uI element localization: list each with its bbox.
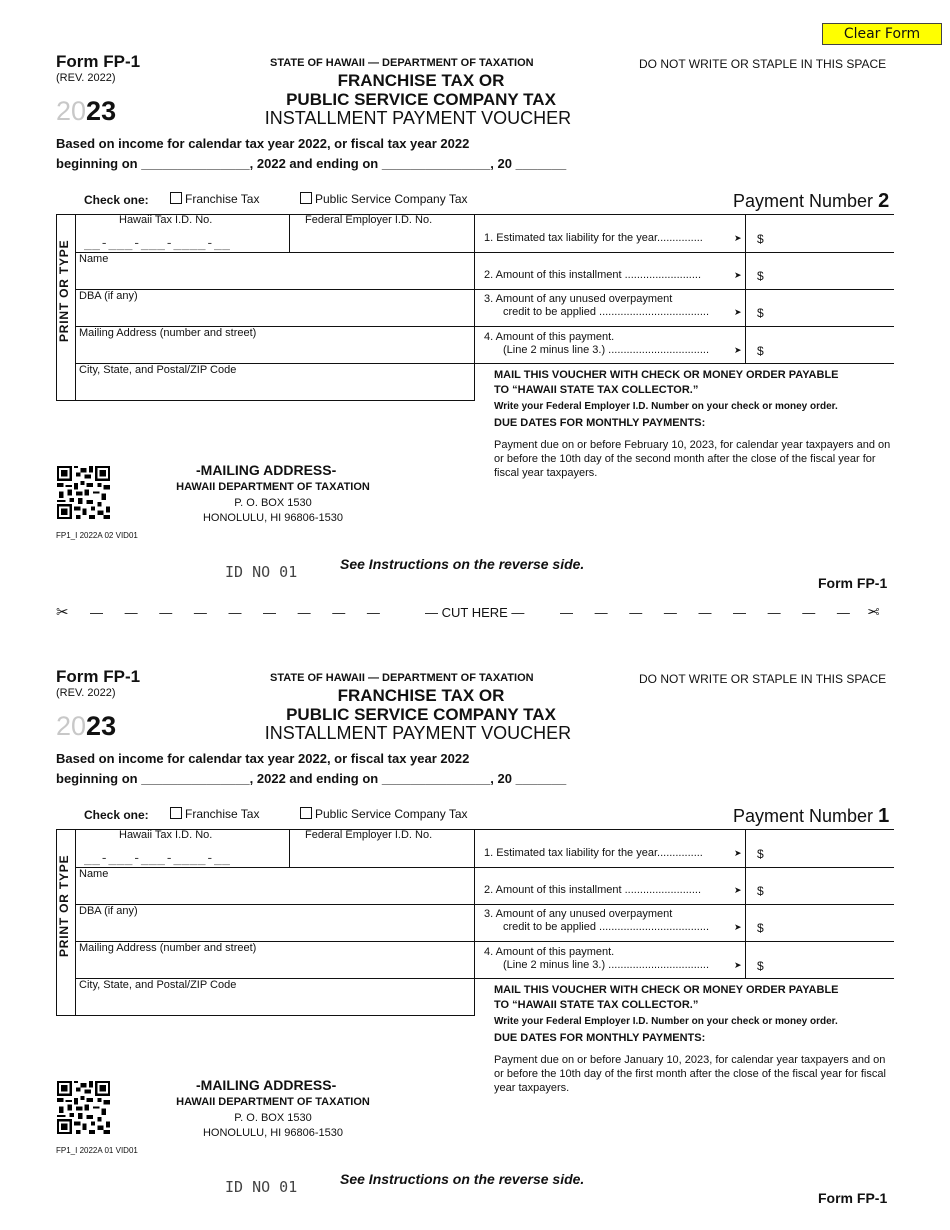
franchise-tax-option[interactable]: Franchise Tax <box>170 807 259 821</box>
form-title: Form FP-1 <box>56 52 141 71</box>
form-revision: (REV. 2022) <box>56 72 116 84</box>
see-instructions-note: See Instructions on the reverse side. <box>340 556 585 572</box>
due-dates-heading: DUE DATES FOR MONTHLY PAYMENTS: <box>494 1032 706 1044</box>
address-field[interactable] <box>76 340 474 362</box>
mail-instruction-payee: TO “HAWAII STATE TAX COLLECTOR.” <box>494 384 699 396</box>
line-1-dollar: $ <box>757 847 764 861</box>
hawaii-tax-id-field[interactable]: __-___-___-____-__ <box>84 236 231 251</box>
divider <box>475 289 894 290</box>
department-heading: STATE OF HAWAII — DEPARTMENT OF TAXATION <box>270 57 534 69</box>
dba-label: DBA (if any) <box>79 290 138 302</box>
line-3-dollar: $ <box>757 921 764 935</box>
title-line-1: FRANCHISE TAX OR <box>337 686 505 705</box>
mailing-address-heading: -MAILING ADDRESS- <box>196 462 337 478</box>
mailing-address-line-3: HONOLULU, HI 96806-1530 <box>202 1127 343 1139</box>
print-or-type-label: PRINT OR TYPE <box>57 239 71 342</box>
form-title: Form FP-1 <box>56 667 141 686</box>
arrow-right-icon: ➤ <box>734 960 742 970</box>
form-footer-label: Form FP-1 <box>818 575 888 591</box>
name-label: Name <box>79 253 109 265</box>
cut-here-label: — CUT HERE — <box>425 605 525 620</box>
line-4-amount-field[interactable] <box>770 946 892 976</box>
tax-year-basis: Based on income for calendar tax year 2022, or fiscal tax year 2022 <box>56 136 470 151</box>
line-4-dollar: $ <box>757 344 764 358</box>
payment-number: Payment Number 1 <box>733 805 890 827</box>
mailing-address-heading: -MAILING ADDRESS- <box>196 1077 337 1093</box>
scissors-icon: ✂ <box>867 604 880 621</box>
divider <box>475 252 894 253</box>
name-field[interactable] <box>76 881 474 903</box>
fiscal-year-dates[interactable]: beginning on _______________, 2022 and ending on _______________, 20 _______ <box>56 771 567 786</box>
divider <box>475 363 894 364</box>
due-dates-heading: DUE DATES FOR MONTHLY PAYMENTS: <box>494 417 706 429</box>
mail-instruction: MAIL THIS VOUCHER WITH CHECK OR MONEY ORDER PAYABLE <box>494 369 839 381</box>
line-3-label-cont: credit to be applied .................................... <box>503 921 710 933</box>
scissors-icon: ✂ <box>56 604 69 621</box>
due-dates-text: Payment due on or before January 10, 2023, for calendar year taxpayers and on or before the 10th day of the first month after the close of the fiscal year for fiscal year taxpayers. <box>494 1054 886 1094</box>
department-heading: STATE OF HAWAII — DEPARTMENT OF TAXATION <box>270 672 534 684</box>
line-4-label: 4. Amount of this payment. <box>484 331 615 343</box>
payment-number: Payment Number 2 <box>733 190 890 212</box>
city-label: City, State, and Postal/ZIP Code <box>79 364 237 376</box>
title-line-2: PUBLIC SERVICE COMPANY TAX <box>286 90 556 109</box>
line-1-label: 1. Estimated tax liability for the year............... <box>484 847 703 859</box>
fein-label: Federal Employer I.D. No. <box>305 829 433 841</box>
mailing-address-line-1: HAWAII DEPARTMENT OF TAXATION <box>176 1096 370 1108</box>
franchise-tax-checkbox[interactable] <box>170 192 182 204</box>
line-2-label: 2. Amount of this installment ......................... <box>484 269 702 281</box>
title-line-3: INSTALLMENT PAYMENT VOUCHER <box>264 108 572 128</box>
form-revision: (REV. 2022) <box>56 687 116 699</box>
fein-field[interactable] <box>290 844 474 866</box>
address-label: Mailing Address (number and street) <box>79 327 257 339</box>
line-3-amount-field[interactable] <box>770 909 892 939</box>
fiscal-year-dates[interactable]: beginning on _______________, 2022 and ending on _______________, 20 _______ <box>56 156 567 171</box>
cut-dashes-right: — — — — — — — — — <box>560 605 850 620</box>
line-3-amount-field[interactable] <box>770 294 892 324</box>
dba-label: DBA (if any) <box>79 905 138 917</box>
clear-form-button[interactable]: Clear Form <box>822 23 942 45</box>
line-3-label: 3. Amount of any unused overpayment <box>484 908 673 920</box>
line-3-label: 3. Amount of any unused overpayment <box>484 293 673 305</box>
divider <box>75 252 475 253</box>
do-not-write-notice: DO NOT WRITE OR STAPLE IN THIS SPACE <box>639 672 887 686</box>
tax-year-basis: Based on income for calendar tax year 2022, or fiscal tax year 2022 <box>56 751 470 766</box>
form-footer-label: Form FP-1 <box>818 1190 888 1206</box>
arrow-right-icon: ➤ <box>734 848 742 858</box>
psc-tax-checkbox[interactable] <box>300 807 312 819</box>
cut-dashes-left: — — — — — — — — — <box>90 605 380 620</box>
arrow-right-icon: ➤ <box>734 233 742 243</box>
tax-year: 2023 <box>56 711 117 741</box>
line-4-label-cont: (Line 2 minus line 3.) ................................. <box>503 344 710 356</box>
name-field[interactable] <box>76 266 474 288</box>
divider <box>475 867 894 868</box>
divider <box>475 214 894 215</box>
print-or-type-label: PRINT OR TYPE <box>57 854 71 957</box>
divider <box>475 326 894 327</box>
divider <box>745 829 746 978</box>
voucher-id-code: FP1_I 2022A 02 VID01 <box>56 531 138 540</box>
hawaii-tax-id-label: Hawaii Tax I.D. No. <box>119 829 213 841</box>
divider <box>475 829 894 830</box>
due-dates-text: Payment due on or before February 10, 2023, for calendar year taxpayers and on or before the 10th day of the second month after the close of the fiscal year for fiscal year taxpayers. <box>494 439 891 479</box>
title-line-1: FRANCHISE TAX OR <box>337 71 505 90</box>
arrow-right-icon: ➤ <box>734 345 742 355</box>
divider <box>745 214 746 363</box>
line-4-label: 4. Amount of this payment. <box>484 946 615 958</box>
id-number: ID NO 01 <box>225 563 298 581</box>
franchise-tax-checkbox[interactable] <box>170 807 182 819</box>
check-one-label: Check one: <box>84 808 149 822</box>
title-line-2: PUBLIC SERVICE COMPANY TAX <box>286 705 556 724</box>
line-3-label-cont: credit to be applied .................................... <box>503 306 710 318</box>
psc-tax-option[interactable]: Public Service Company Tax <box>300 192 468 206</box>
fein-field[interactable] <box>290 229 474 251</box>
name-label: Name <box>79 868 109 880</box>
psc-tax-option[interactable]: Public Service Company Tax <box>300 807 468 821</box>
line-4-amount-field[interactable] <box>770 331 892 361</box>
voucher-id-code: FP1_I 2022A 01 VID01 <box>56 1146 138 1155</box>
arrow-right-icon: ➤ <box>734 307 742 317</box>
mailing-address-line-1: HAWAII DEPARTMENT OF TAXATION <box>176 481 370 493</box>
dba-field[interactable] <box>76 303 474 325</box>
mailing-address-line-2: P. O. BOX 1530 <box>234 1112 312 1124</box>
fein-on-check-note: Write your Federal Employer I.D. Number on your check or money order. <box>494 401 838 412</box>
divider <box>475 941 894 942</box>
divider <box>475 904 894 905</box>
dba-field[interactable] <box>76 918 474 940</box>
mail-instruction: MAIL THIS VOUCHER WITH CHECK OR MONEY ORDER PAYABLE <box>494 984 839 996</box>
arrow-right-icon: ➤ <box>734 922 742 932</box>
hawaii-tax-id-label: Hawaii Tax I.D. No. <box>119 214 213 226</box>
divider <box>75 867 475 868</box>
voucher-payment-1 <box>0 615 950 1230</box>
franchise-tax-option[interactable]: Franchise Tax <box>170 192 259 206</box>
address-label: Mailing Address (number and street) <box>79 942 257 954</box>
arrow-right-icon: ➤ <box>734 270 742 280</box>
line-2-label: 2. Amount of this installment ......................... <box>484 884 702 896</box>
divider <box>475 978 894 979</box>
line-2-amount-field[interactable] <box>770 872 892 902</box>
mailing-address-line-3: HONOLULU, HI 96806-1530 <box>202 512 343 524</box>
address-field[interactable] <box>76 955 474 977</box>
line-4-dollar: $ <box>757 959 764 973</box>
do-not-write-notice: DO NOT WRITE OR STAPLE IN THIS SPACE <box>639 57 887 71</box>
line-2-amount-field[interactable] <box>770 257 892 287</box>
fein-on-check-note: Write your Federal Employer I.D. Number on your check or money order. <box>494 1016 838 1027</box>
mailing-address-line-2: P. O. BOX 1530 <box>234 497 312 509</box>
arrow-right-icon: ➤ <box>734 885 742 895</box>
hawaii-tax-id-field[interactable]: __-___-___-____-__ <box>84 851 231 866</box>
line-1-amount-field[interactable] <box>770 835 892 865</box>
city-field[interactable] <box>76 992 474 1015</box>
line-1-dollar: $ <box>757 232 764 246</box>
line-1-label: 1. Estimated tax liability for the year............... <box>484 232 703 244</box>
check-one-label: Check one: <box>84 193 149 207</box>
line-4-label-cont: (Line 2 minus line 3.) ................................. <box>503 959 710 971</box>
psc-tax-checkbox[interactable] <box>300 192 312 204</box>
city-label: City, State, and Postal/ZIP Code <box>79 979 237 991</box>
mail-instruction-payee: TO “HAWAII STATE TAX COLLECTOR.” <box>494 999 699 1011</box>
line-2-dollar: $ <box>757 884 764 898</box>
line-2-dollar: $ <box>757 269 764 283</box>
tax-year: 2023 <box>56 96 117 126</box>
fein-label: Federal Employer I.D. No. <box>305 214 433 226</box>
line-1-amount-field[interactable] <box>770 220 892 250</box>
see-instructions-note: See Instructions on the reverse side. <box>340 1171 585 1187</box>
city-field[interactable] <box>76 377 474 400</box>
line-3-dollar: $ <box>757 306 764 320</box>
title-line-3: INSTALLMENT PAYMENT VOUCHER <box>264 723 572 743</box>
id-number: ID NO 01 <box>225 1178 298 1196</box>
